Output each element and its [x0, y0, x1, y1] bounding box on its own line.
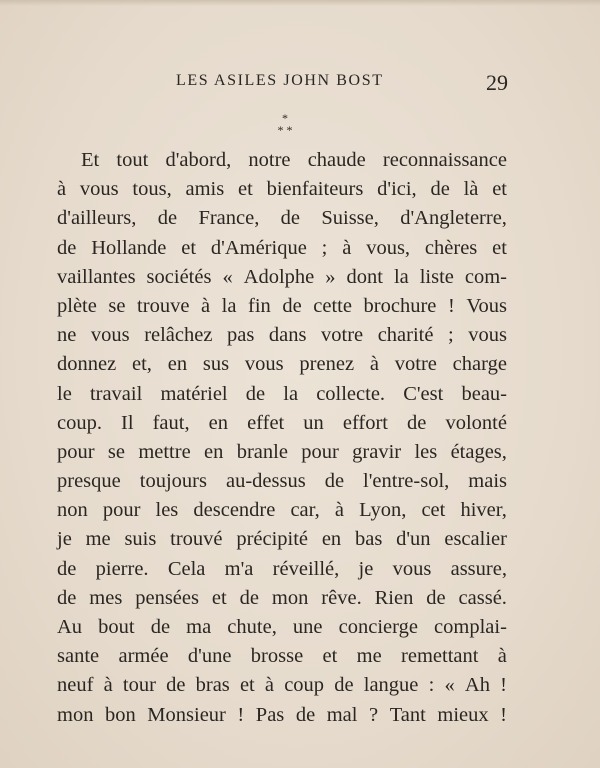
text-line: plète se trouve à la fin de cette brochure ! Vous	[57, 294, 507, 317]
text-line: non pour les descendre car, à Lyon, cet hiver,	[57, 499, 507, 522]
text-line: à vous tous, amis et bienfaiteurs d'ici, de là et	[57, 178, 507, 201]
text-line: ne vous relâchez pas dans votre charité ; vous	[57, 324, 507, 347]
text-line: Au bout de ma chute, une concierge complai-	[57, 616, 507, 638]
text-line: vaillantes sociétés « Adolphe » dont la liste com-	[57, 265, 507, 288]
text-line: sante armée d'une brosse et me remettant à	[57, 645, 507, 668]
body-text	[57, 146, 507, 730]
section-ornament	[0, 112, 570, 136]
text-line: d'ailleurs, de France, de Suisse, d'Angleterre,	[57, 207, 507, 230]
page-header	[60, 70, 520, 98]
text-line: de pierre. Cela m'a réveillé, je vous assure,	[57, 557, 507, 580]
page-number: 29	[486, 70, 508, 95]
ornament-bottom-stars: * *	[277, 123, 293, 137]
page-top-edge	[0, 0, 600, 6]
ornament-top-star: *	[282, 111, 288, 125]
text-line: donnez et, en sus vous prenez à votre charge	[57, 353, 507, 376]
text-line: je me suis trouvé précipité en bas d'un escalier	[57, 528, 507, 551]
running-title: LES ASILES JOHN BOST	[176, 72, 384, 89]
text-line: coup. Il faut, en effet un effort de volonté	[57, 411, 507, 434]
text-line: Et tout d'abord, notre chaude reconnaissance	[81, 149, 507, 171]
text-line: presque toujours au-dessus de l'entre-sol, mais	[57, 470, 507, 493]
text-line: neuf à tour de bras et à coup de langue : « Ah !	[57, 674, 507, 697]
text-line: mon bon Monsieur ! Pas de mal ? Tant mieux !	[57, 703, 507, 726]
text-line: de Hollande et d'Amérique ; à vous, chères et	[57, 236, 507, 259]
text-line: pour se mettre en branle pour gravir les étages,	[57, 440, 507, 463]
text-line: de mes pensées et de mon rêve. Rien de cassé.	[57, 586, 507, 609]
text-line: le travail matériel de la collecte. C'est beau-	[57, 382, 507, 405]
